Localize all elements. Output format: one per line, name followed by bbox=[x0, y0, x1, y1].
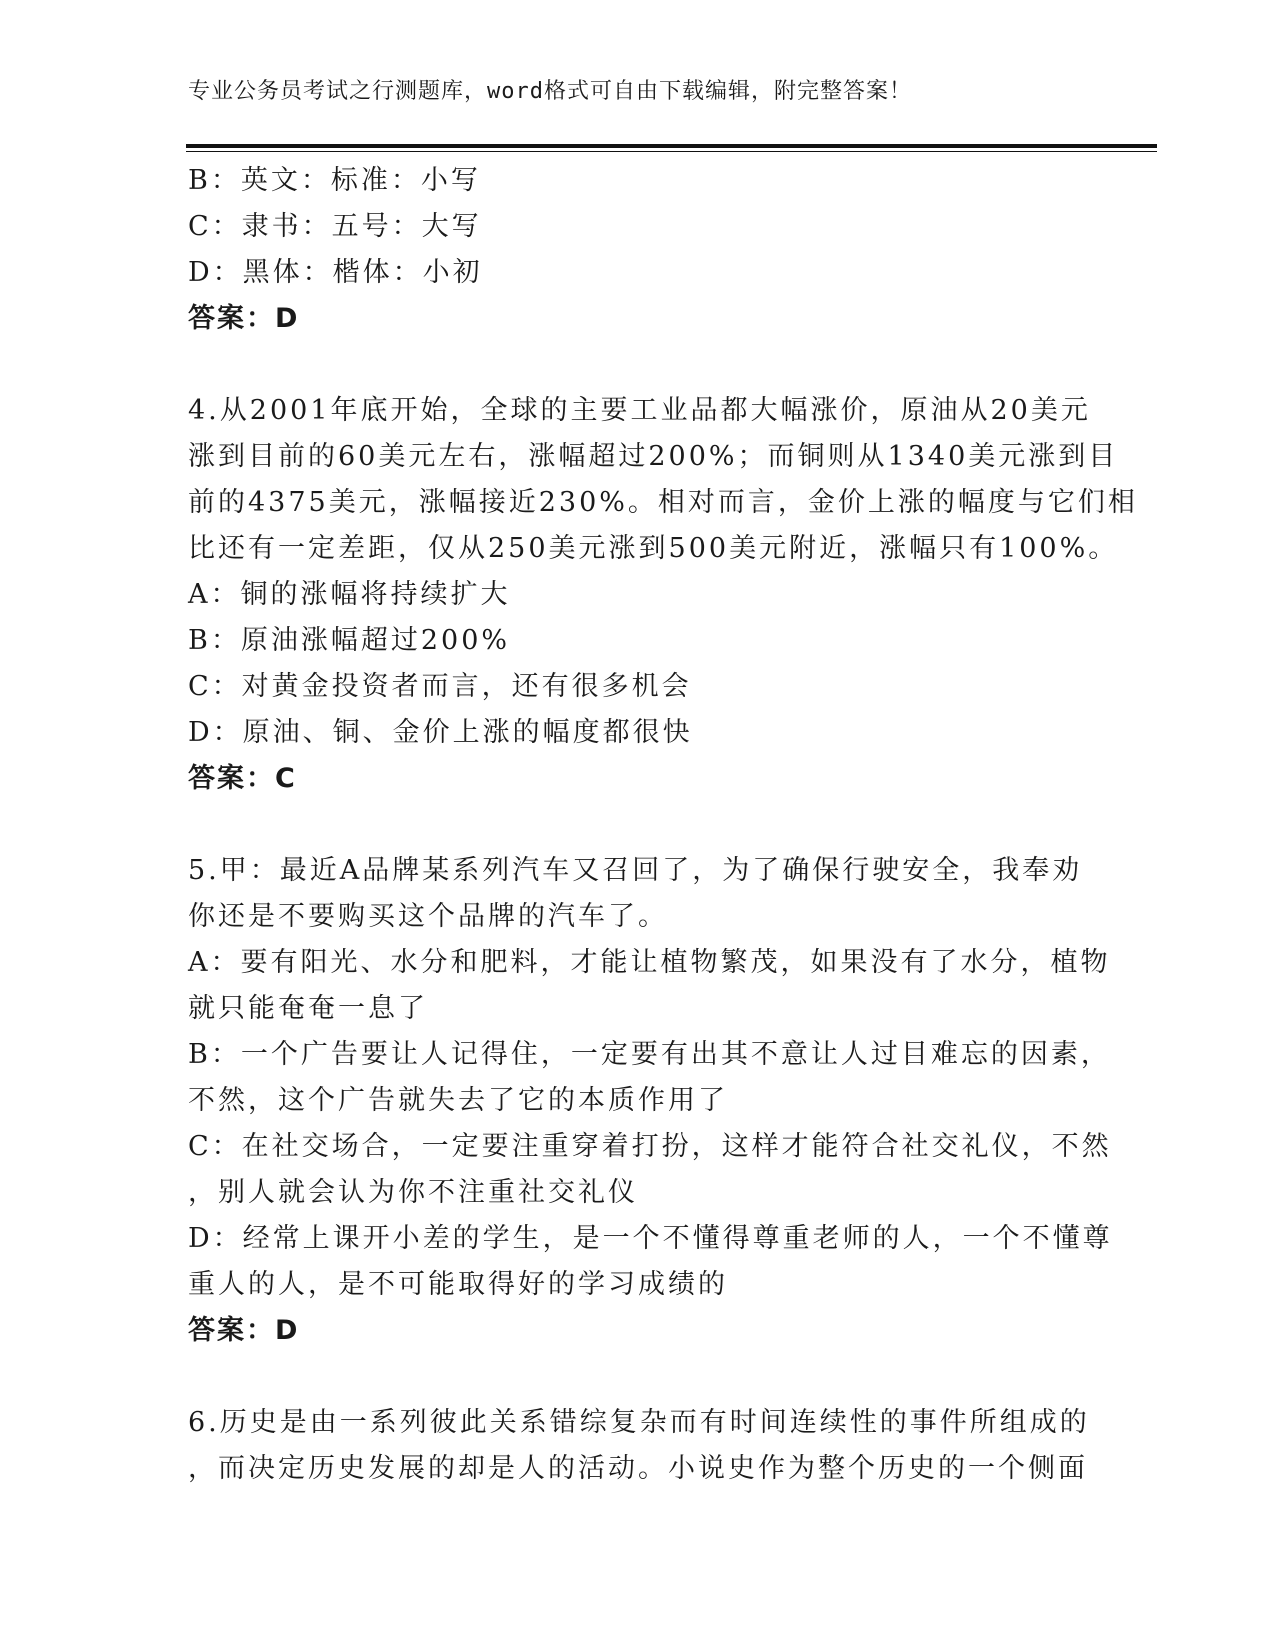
question-stem-line: 你还是不要购买这个品牌的汽车了。 bbox=[188, 901, 668, 932]
question-3 bbox=[188, 158, 1088, 342]
question-4 bbox=[188, 388, 1138, 802]
option-c-line: ，别人就会认为你不注重社交礼仪 bbox=[188, 1177, 638, 1208]
option-c-line: C：在社交场合，一定要注重穿着打扮，这样才能符合社交礼仪，不然 bbox=[188, 1131, 1112, 1162]
answer: 答案：D bbox=[188, 303, 300, 334]
question-stem-line: 6.历史是由一系列彼此关系错综复杂而有时间连续性的事件所组成的 bbox=[188, 1407, 1090, 1438]
header-rule-thin bbox=[186, 151, 1157, 152]
option-d: D：黑体：楷体：小初 bbox=[188, 257, 483, 288]
page-header: 专业公务员考试之行测题库，word格式可自由下载编辑，附完整答案！ bbox=[188, 79, 912, 104]
spacer bbox=[188, 342, 1088, 388]
option-b: B：英文：标准：小写 bbox=[188, 165, 481, 196]
question-stem-line: 5.甲：最近A品牌某系列汽车又召回了，为了确保行驶安全，我奉劝 bbox=[188, 855, 1083, 886]
option-a-line: A：要有阳光、水分和肥料，才能让植物繁茂，如果没有了水分，植物 bbox=[188, 947, 1111, 978]
spacer bbox=[188, 1354, 1088, 1400]
question-stem-line: 4.从2001年底开始，全球的主要工业品都大幅涨价，原油从20美元 bbox=[188, 395, 1091, 426]
option-a-line: 就只能奄奄一息了 bbox=[188, 993, 428, 1024]
question-6 bbox=[188, 1400, 1088, 1492]
option-c: C：对黄金投资者而言，还有很多机会 bbox=[188, 671, 692, 702]
option-b: B：原油涨幅超过200% bbox=[188, 625, 511, 656]
option-b-line: B：一个广告要让人记得住，一定要有出其不意让人过目难忘的因素， bbox=[188, 1039, 1111, 1070]
question-5 bbox=[188, 848, 1113, 1354]
option-d-line: D：经常上课开小差的学生，是一个不懂得尊重老师的人，一个不懂尊 bbox=[188, 1223, 1113, 1254]
option-d: D：原油、铜、金价上涨的幅度都很快 bbox=[188, 717, 693, 748]
spacer bbox=[188, 802, 1088, 848]
question-stem-line: 比还有一定差距，仅从250美元涨到500美元附近，涨幅只有100%。 bbox=[188, 533, 1119, 564]
document-body bbox=[188, 158, 1138, 1492]
question-stem-line: 前的4375美元，涨幅接近230%。相对而言，金价上涨的幅度与它们相 bbox=[188, 487, 1138, 518]
answer: 答案：C bbox=[188, 763, 297, 794]
option-c: C：隶书：五号：大写 bbox=[188, 211, 482, 242]
question-stem-line: 涨到目前的60美元左右，涨幅超过200%；而铜则从1340美元涨到目 bbox=[188, 441, 1119, 472]
header-rule-thick bbox=[186, 144, 1157, 148]
option-d-line: 重人的人，是不可能取得好的学习成绩的 bbox=[188, 1269, 728, 1300]
option-a: A：铜的涨幅将持续扩大 bbox=[188, 579, 511, 610]
option-b-line: 不然，这个广告就失去了它的本质作用了 bbox=[188, 1085, 728, 1116]
question-stem-line: ，而决定历史发展的却是人的活动。小说史作为整个历史的一个侧面 bbox=[188, 1453, 1088, 1484]
answer: 答案：D bbox=[188, 1315, 300, 1346]
